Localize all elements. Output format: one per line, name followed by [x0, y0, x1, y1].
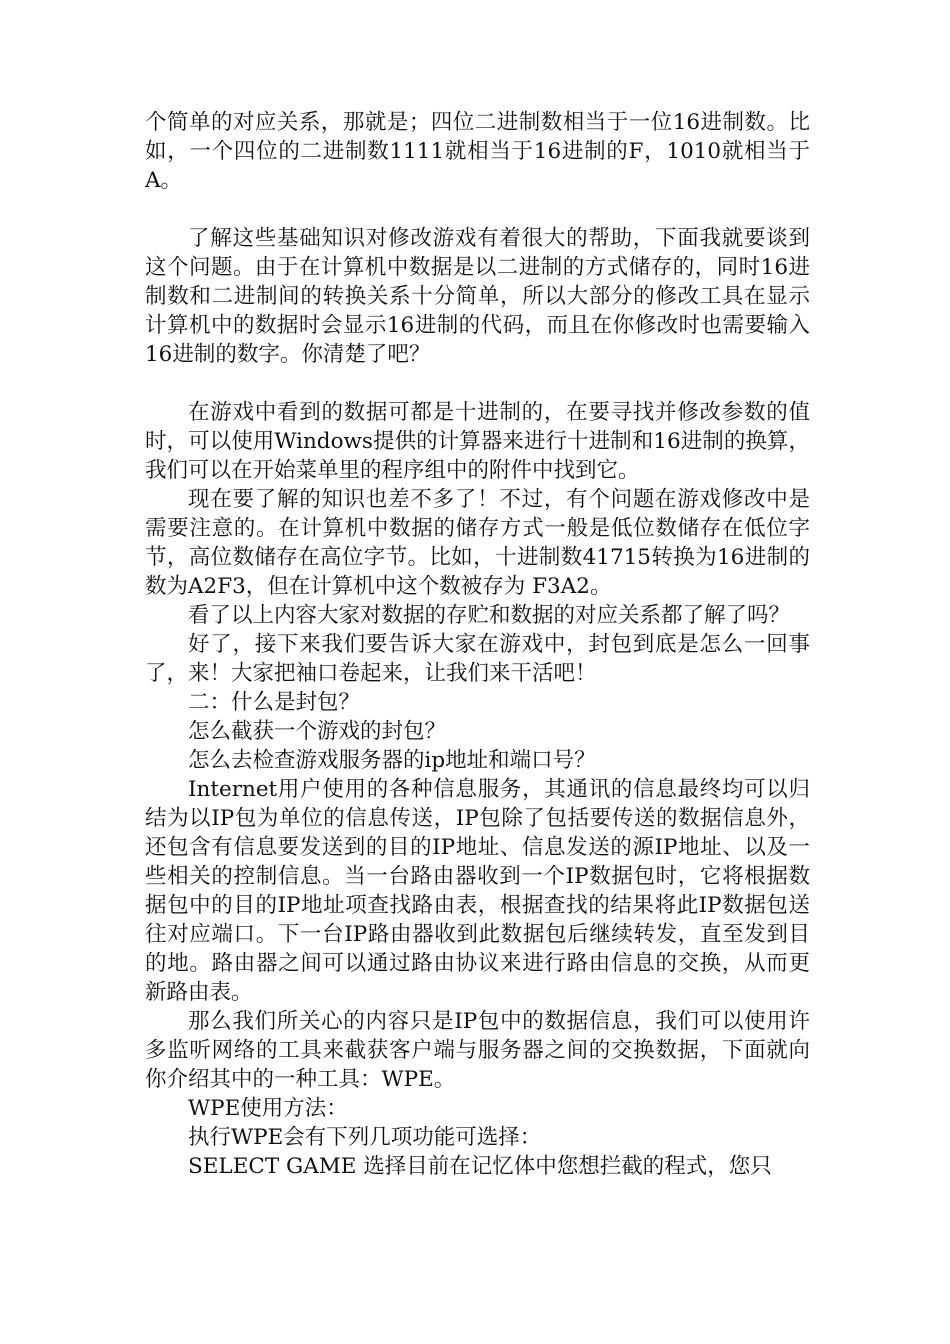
document-page: [145, 108, 810, 1181]
section-heading-what-is-packet: 二：什么是封包？: [188, 690, 361, 715]
question-capture-packet: 怎么截获一个游戏的封包？: [188, 719, 447, 744]
paragraph-byte-order: 现在要了解的知识也差不多了！不过，有个问题在游戏修改中是需要注意的。在计算机中数据的储存方式一般是低位数储存在低位字节，高位数储存在高位字节。比如，十进制数41715转换为16进制的数为A2F3，但在计算机中这个数被存为 F3A2。: [145, 487, 810, 599]
paragraph-spacer: [145, 369, 810, 398]
question-server-ip-port: 怎么去检查游戏服务器的ip地址和端口号？: [188, 748, 596, 773]
paragraph-summary-question: 看了以上内容大家对数据的存贮和数据的对应关系都了解了吗？: [188, 603, 791, 628]
heading-wpe-usage: WPE使用方法：: [188, 1096, 348, 1121]
paragraph-decimal-calculator: 在游戏中看到的数据可都是十进制的，在要寻找并修改参数的值时，可以使用Windows提供的计算器来进行十进制和16进制的换算，我们可以在开始菜单里的程序组中的附件中找到它。: [145, 400, 810, 483]
paragraph-spacer: [145, 195, 810, 224]
paragraph-wpe-intro: 那么我们所关心的内容只是IP包中的数据信息，我们可以使用许多监听网络的工具来截获客户端与服务器之间的交换数据，下面就向你介绍其中的一种工具：WPE。: [145, 1009, 810, 1092]
paragraph-select-game: SELECT GAME 选择目前在记忆体中您想拦截的程式，您只: [188, 1154, 772, 1179]
paragraph-wpe-functions: 执行WPE会有下列几项功能可选择：: [188, 1125, 542, 1150]
paragraph-hex-mapping: 个简单的对应关系，那就是；四位二进制数相当于一位16进制数。比如，一个四位的二进制数1111就相当于16进制的F，1010就相当于A。: [145, 110, 810, 193]
paragraph-transition: 好了，接下来我们要告诉大家在游戏中，封包到底是怎么一回事了，来！大家把袖口卷起来，让我们来干活吧！: [145, 632, 810, 686]
paragraph-hex-basics: 了解这些基础知识对修改游戏有着很大的帮助，下面我就要谈到这个问题。由于在计算机中数据是以二进制的方式储存的，同时16进制数和二进制间的转换关系十分简单，所以大部分的修改工具在显示计算机中的数据时会显示16进制的代码，而且在你修改时也需要输入16进制的数字。你清楚了吧？: [145, 226, 810, 367]
paragraph-ip-packets: Internet用户使用的各种信息服务，其通讯的信息最终均可以归结为以IP包为单位的信息传送，IP包除了包括要传送的数据信息外，还包含有信息要发送到的目的IP地址、信息发送的源IP地址、以及一些相关的控制信息。当一台路由器收到一个IP数据包时，它将根据数据包中的目的IP地址项查找路由表，根据查找的结果将此IP数据包送往对应端口。下一台IP路由器收到此数据包后继续转发，直至发到目的地。路由器之间可以通过路由协议来进行路由信息的交换，从而更新路由表。: [145, 777, 810, 1005]
